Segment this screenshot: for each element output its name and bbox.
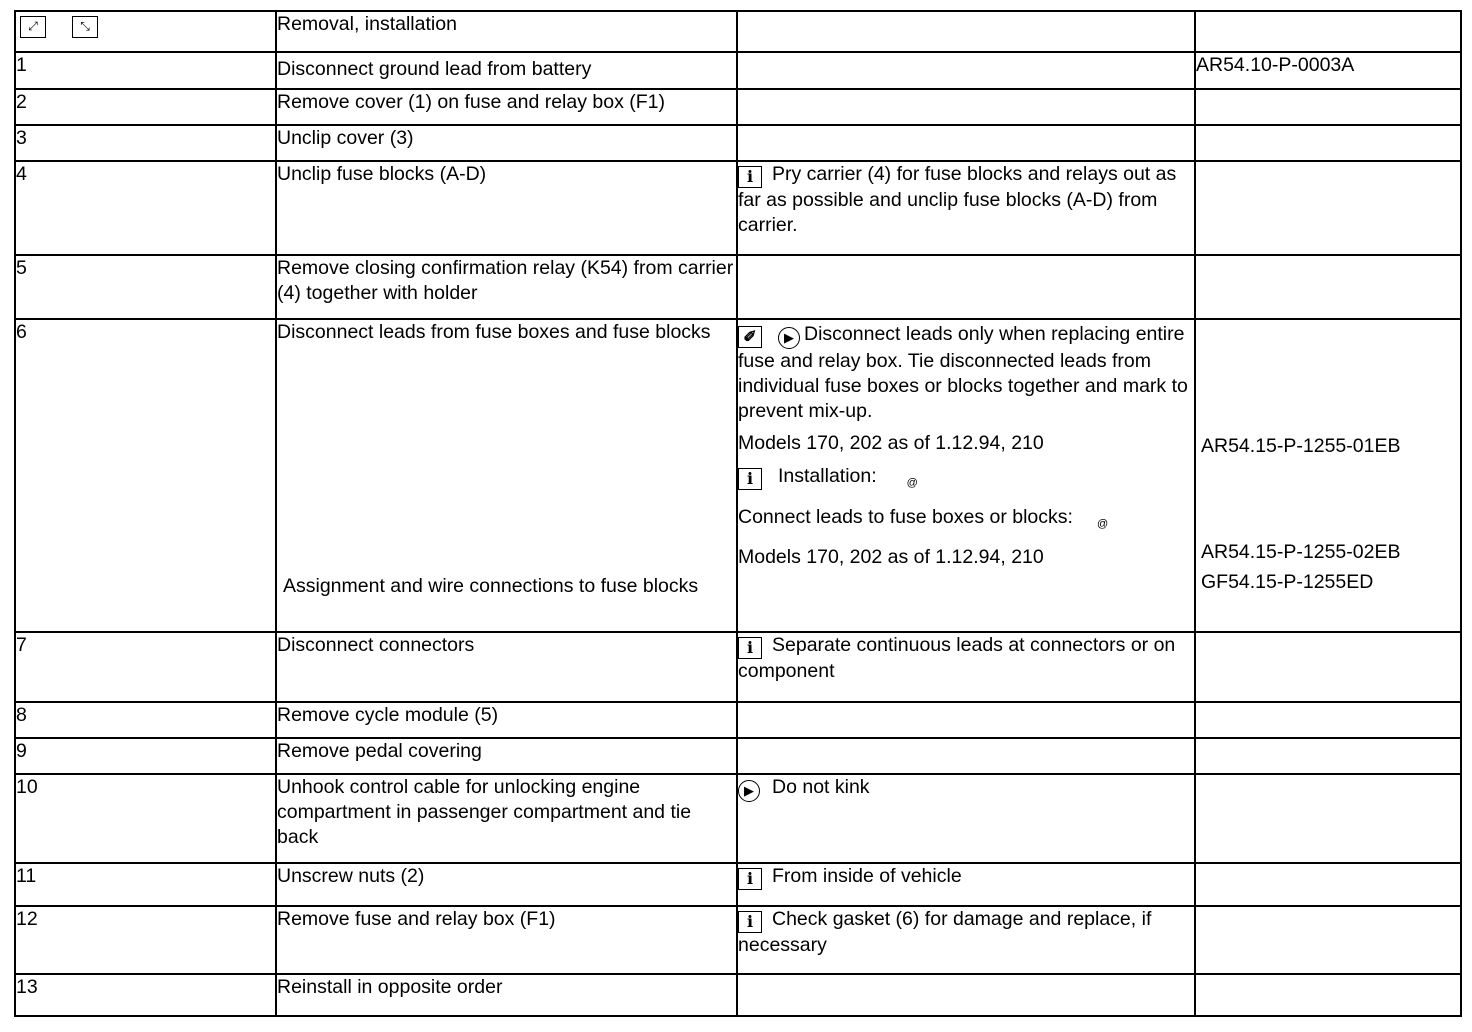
step-text: Unscrew nuts (2) — [276, 863, 737, 906]
table-row — [15, 632, 1461, 702]
note-cell — [737, 319, 1195, 632]
header-title: Removal, installation — [276, 11, 737, 52]
step-text: Reinstall in opposite order — [276, 974, 737, 1016]
table-row — [15, 161, 1461, 255]
table-row — [15, 52, 1461, 89]
reference-link[interactable]: GF54.15-P-1255ED — [1201, 571, 1374, 593]
reference-cell — [1195, 319, 1461, 632]
connect-text: Connect leads to fuse boxes or blocks: — [738, 506, 1073, 528]
step-text: Unclip fuse blocks (A-D) — [276, 161, 737, 255]
header-icons-cell — [15, 11, 276, 52]
tool-icon: ✐ — [738, 326, 762, 348]
procedure-table — [14, 10, 1462, 1017]
note-cell — [737, 632, 1195, 702]
step-number: 1 — [15, 52, 276, 89]
models-text: Models 170, 202 as of 1.12.94, 210 — [738, 432, 1044, 454]
table-row — [15, 125, 1461, 161]
expand-icon[interactable]: ⤢ — [20, 16, 46, 38]
step-number: 12 — [15, 906, 276, 974]
caution-icon: ▶ — [738, 780, 760, 802]
note-cell — [737, 863, 1195, 906]
step-number: 6 — [15, 319, 276, 632]
step-text: Remove cycle module (5) — [276, 702, 737, 738]
step-number: 2 — [15, 89, 276, 125]
table-row — [15, 774, 1461, 863]
table-row — [15, 906, 1461, 974]
at-icon: @ — [1096, 518, 1109, 530]
step-text: Unclip cover (3) — [276, 125, 737, 161]
step-number: 7 — [15, 632, 276, 702]
table-row — [15, 738, 1461, 774]
note-cell — [737, 906, 1195, 974]
info-icon: i — [738, 911, 762, 933]
caution-icon: ▶ — [778, 327, 800, 349]
table-row — [15, 702, 1461, 738]
note-text: Separate continuous leads at connectors or on component — [738, 634, 1176, 682]
step-text: Remove fuse and relay box (F1) — [276, 906, 737, 974]
table-row — [15, 319, 1461, 632]
table-row — [15, 255, 1461, 319]
reference-link[interactable]: AR54.15-P-1255-01EB — [1201, 435, 1401, 457]
reference-link[interactable]: AR54.10-P-0003A — [1195, 52, 1461, 89]
step-number: 5 — [15, 255, 276, 319]
step-text: Disconnect ground lead from battery — [276, 52, 737, 89]
info-icon: i — [738, 468, 762, 490]
note-cell — [737, 161, 1195, 255]
note-text: From inside of vehicle — [772, 865, 962, 887]
table-row — [15, 89, 1461, 125]
note-cell — [737, 774, 1195, 863]
step-number: 8 — [15, 702, 276, 738]
step-text: Remove closing confirmation relay (K54) from carrier (4) together with holder — [276, 255, 737, 319]
step-number: 3 — [15, 125, 276, 161]
assignment-link[interactable]: Assignment and wire connections to fuse blocks — [283, 575, 699, 597]
table-row — [15, 974, 1461, 1016]
step-text: Disconnect connectors — [276, 632, 737, 702]
step-number: 13 — [15, 974, 276, 1016]
note-text: Check gasket (6) for damage and replace, if necessary — [738, 908, 1152, 956]
reference-link[interactable]: AR54.15-P-1255-02EB — [1201, 541, 1401, 563]
step-number: 11 — [15, 863, 276, 906]
note-text: Do not kink — [772, 776, 870, 798]
info-icon: i — [738, 637, 762, 659]
collapse-icon[interactable]: ⤡ — [72, 16, 98, 38]
step-text: Remove pedal covering — [276, 738, 737, 774]
step-number: 9 — [15, 738, 276, 774]
step-text-cell — [276, 319, 737, 632]
step-text: Remove cover (1) on fuse and relay box (F1) — [276, 89, 737, 125]
table-header-row — [15, 11, 1461, 52]
note-text: Disconnect leads only when replacing entire fuse and relay box. Tie disconnected leads from individual fuse boxes or blocks together and mark to prevent mix-up. — [738, 323, 1188, 422]
at-icon: @ — [906, 477, 918, 489]
info-icon: i — [738, 868, 762, 890]
installation-label: Installation: — [778, 465, 877, 487]
info-icon: i — [738, 166, 762, 188]
step-number: 10 — [15, 774, 276, 863]
note-text: Pry carrier (4) for fuse blocks and relays out as far as possible and unclip fuse blocks (A-D) from carrier. — [738, 163, 1177, 236]
table-row — [15, 863, 1461, 906]
step-text: Disconnect leads from fuse boxes and fuse blocks — [277, 321, 711, 343]
step-number: 4 — [15, 161, 276, 255]
models-text: Models 170, 202 as of 1.12.94, 210 — [738, 546, 1044, 568]
step-text: Unhook control cable for unlocking engine compartment in passenger compartment and tie back — [276, 774, 737, 863]
